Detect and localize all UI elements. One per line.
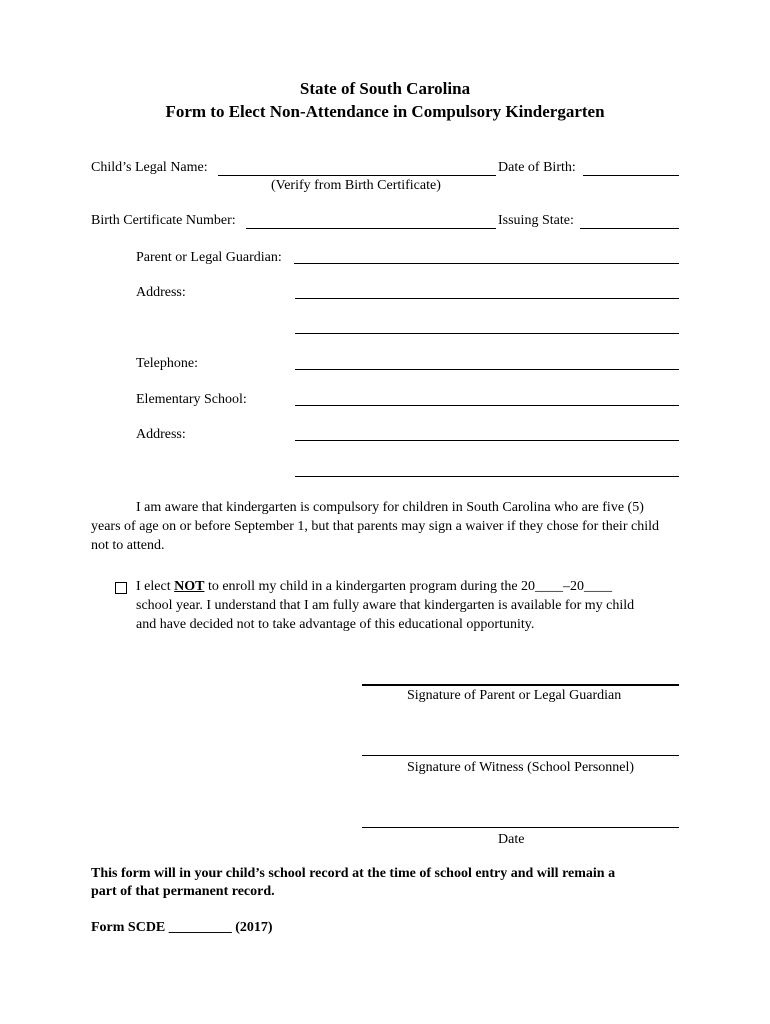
election-emphasis: NOT [174,579,205,594]
form-title-state: State of South Carolina [299,79,471,98]
dob-label: Date of Birth: [498,160,576,175]
birth-cert-field[interactable] [246,228,496,229]
election-text-before: I elect [136,579,175,594]
form-title: Form to Elect Non-Attendance in Compulsory Kindergarten [165,102,605,121]
compulsory-statement: I am aware that kindergarten is compulsory for children in South Carolina who are five (5) years of age on or before September 1, but that parents may sign a waiver if they chose for their child not to attend. [91,500,659,553]
record-notice-line2: part of that permanent record. [91,884,275,899]
school-address-field-line1[interactable] [295,440,679,441]
child-name-field[interactable] [218,175,496,176]
election-line1 [136,579,612,595]
form-id: Form SCDE _________ (2017) [91,920,273,935]
parent-field[interactable] [294,263,679,264]
address-field-line1[interactable] [295,298,679,299]
parent-signature-label: Signature of Parent or Legal Guardian [407,688,622,703]
election-text-after: to enroll my child in a kindergarten program during the 20____–20____ [204,579,613,594]
election-line3: and have decided not to take advantage of this educational opportunity. [136,617,535,632]
birth-cert-label: Birth Certificate Number: [91,213,236,228]
issuing-state-field[interactable] [580,228,679,229]
date-field[interactable] [362,827,679,828]
witness-signature-field[interactable] [362,755,679,756]
issuing-state-label: Issuing State: [498,213,574,228]
parent-signature-field[interactable] [362,684,679,686]
parent-label: Parent or Legal Guardian: [136,250,282,265]
telephone-label: Telephone: [136,356,198,371]
address-label: Address: [136,285,186,300]
record-notice-line1: This form will in your child’s school record at the time of school entry and will remain a [91,866,616,881]
witness-signature-label: Signature of Witness (School Personnel) [407,760,635,775]
election-line2: school year. I understand that I am fully aware that kindergarten is available for my child [136,598,635,613]
telephone-field[interactable] [295,369,679,370]
school-address-label: Address: [136,427,186,442]
school-label: Elementary School: [136,392,247,407]
school-field[interactable] [295,405,679,406]
elect-not-checkbox[interactable] [115,582,127,594]
dob-field[interactable] [583,175,679,176]
child-name-label: Child’s Legal Name: [91,160,208,175]
address-field-line2[interactable] [295,333,679,334]
school-address-field-line2[interactable] [295,476,679,477]
date-label: Date [498,832,525,847]
verify-note: (Verify from Birth Certificate) [271,178,441,193]
